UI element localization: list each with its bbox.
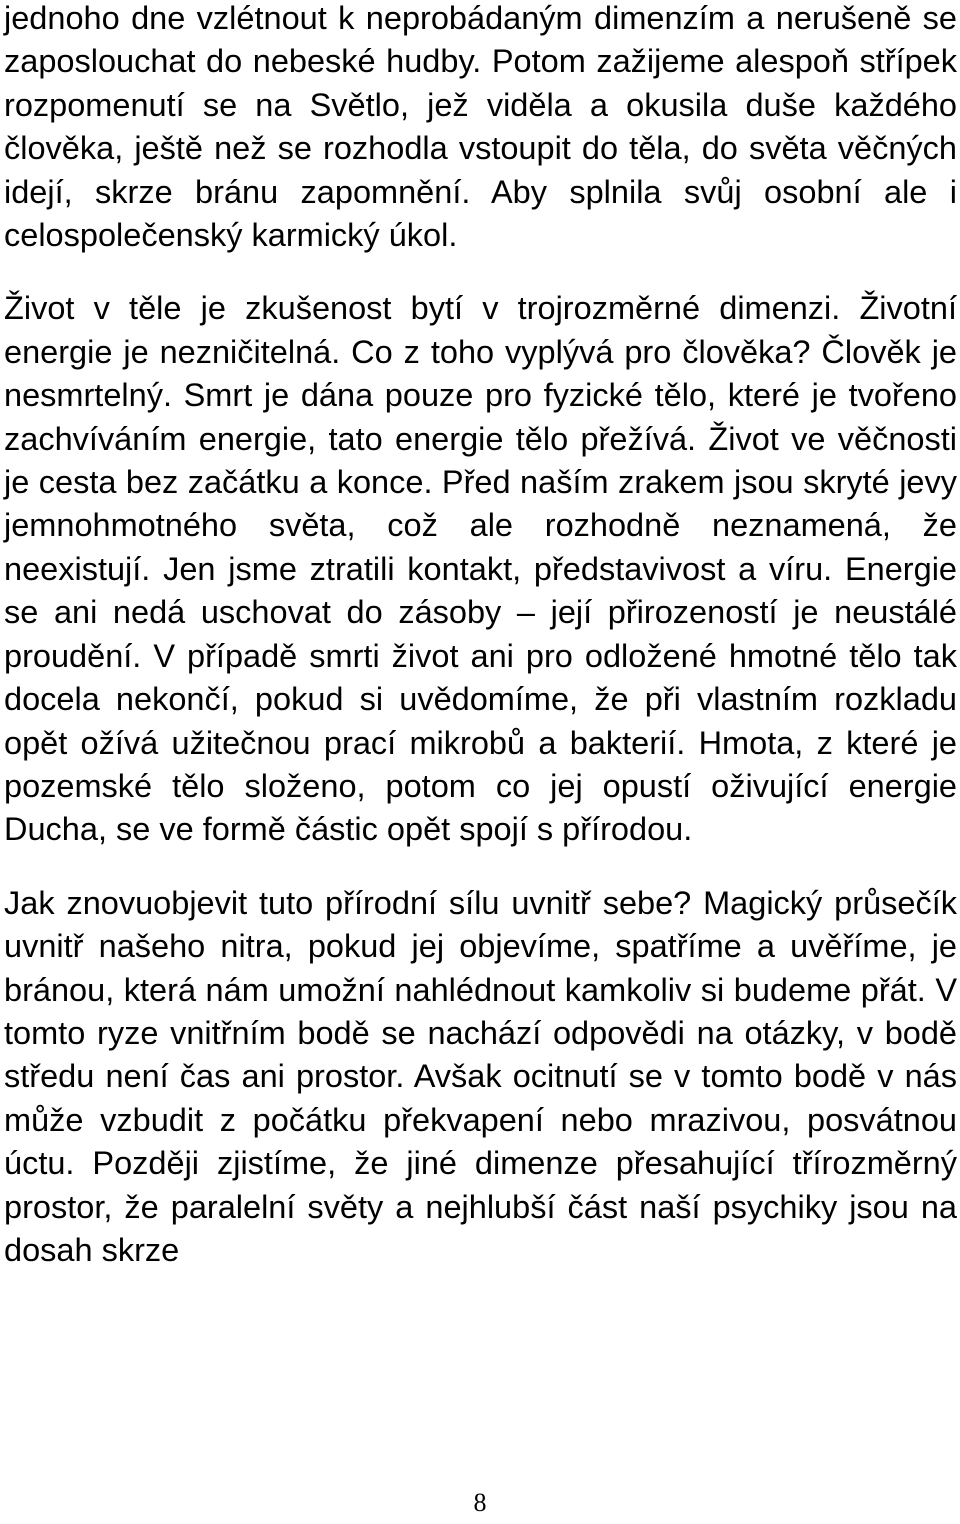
paragraph-life-energy: Život v těle je zkušenost bytí v trojrozměrné dimenzi. Životní energie je nezničitelná. Co z toho vyplývá pro člověka? Člověk je nesmrtelný. Smrt je dána pouze pro fyzické tělo, které je tvořeno zachvíváním energie, tato energie tělo přežívá. Život ve věčnosti je cesta bez začátku a konce. Před naším zrakem jsou skryté jevy jemnohmotného světa, což ale rozhodně neznamená, že neexistují. Jen jsme ztratili kontakt, představivost a víru. Energie se ani nedá uschovat do zásoby – její přirozeností je neustálé proudění. V případě smrti život ani pro odložené hmotné tělo tak docela nekončí, pokud si uvědomíme, že při vlastním rozkladu opět ožívá užitečnou prací mikrobů a bakterií. Hmota, z které je pozemské tělo složeno, potom co jej opustí oživující energie Ducha, se ve formě částic opět spojí s přírodou. <box>4 290 957 848</box>
document-page <box>4 0 957 1272</box>
page-number: 8 <box>473 1488 487 1517</box>
paragraph-inner-power: Jak znovuobjevit tuto přírodní sílu uvnitř sebe? Magický průsečík uvnitř našeho nitra, pokud jej objevíme, spatříme a uvěříme, je bránou, která nám umožní nahlédnout kamkoliv si budeme přát. V tomto ryze vnitřním bodě se nachází odpovědi na otázky, v bodě středu není čas ani prostor. Avšak ocitnutí se v tomto bodě v nás může vzbudit z počátku překvapení nebo mrazivou, posvátnou úctu. Později zjistíme, že jiné dimenze přesahující třírozměrný prostor, že paralelní světy a nejhlubší část naší psychiky jsou na dosah skrze <box>4 884 957 1268</box>
paragraph-continued-text: jednoho dne vzlétnout k neprobádaným dimenzím a nerušeně se zaposlouchat do nebeské hudby. Potom zažijeme alespoň střípek rozpomenutí se na Světlo, jež viděla a okusila duše každého člověka, ještě než se rozhodla vstoupit do těla, do světa věčných idejí, skrze bránu zapomnění. Aby splnila svůj osobní ale i celospolečenský karmický úkol. <box>4 0 957 254</box>
